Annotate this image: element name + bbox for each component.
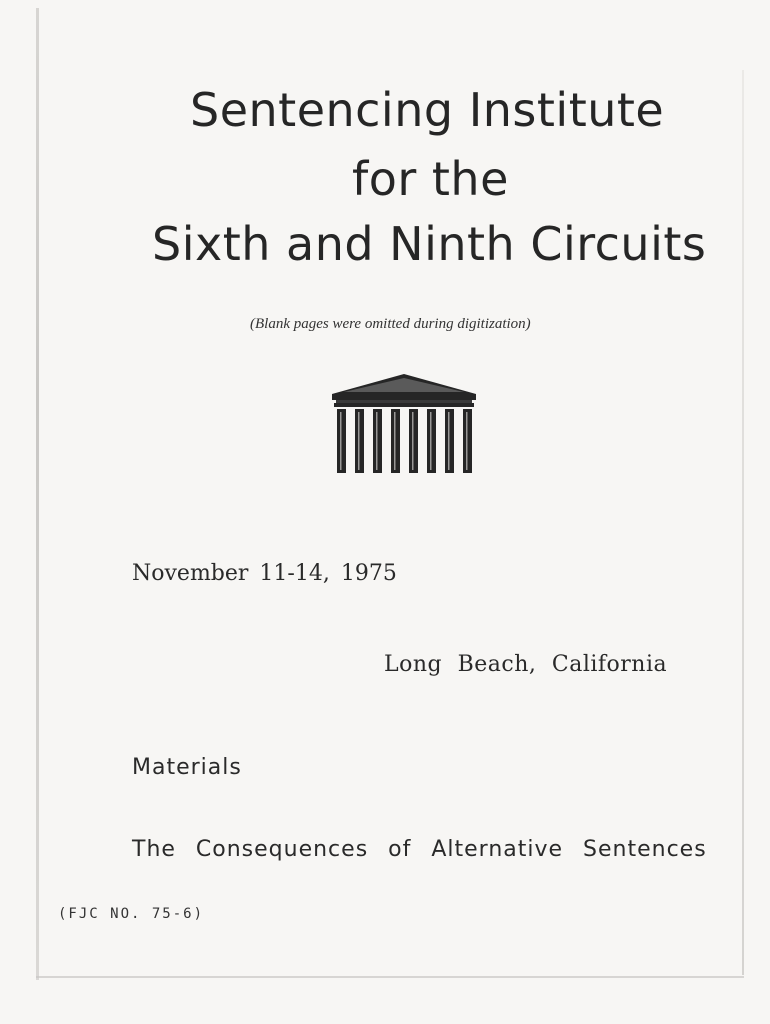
event-location: Long Beach, California (384, 652, 668, 677)
courthouse-columns-icon (330, 372, 478, 474)
digitization-note: (Blank pages were omitted during digitization) (250, 316, 531, 332)
page-right-edge (742, 70, 744, 975)
publication-number: (FJC NO. 75-6) (58, 906, 205, 922)
page-left-edge (36, 8, 39, 980)
title-line-1: Sentencing Institute (190, 83, 665, 137)
title-line-2: for the (352, 152, 509, 206)
event-date: November 11-14, 1975 (132, 561, 397, 586)
section-label: Materials (132, 755, 242, 780)
page-bottom-edge (36, 976, 744, 978)
title-line-3: Sixth and Ninth Circuits (152, 217, 707, 271)
document-subtitle: The Consequences of Alternative Sentences (132, 837, 707, 862)
